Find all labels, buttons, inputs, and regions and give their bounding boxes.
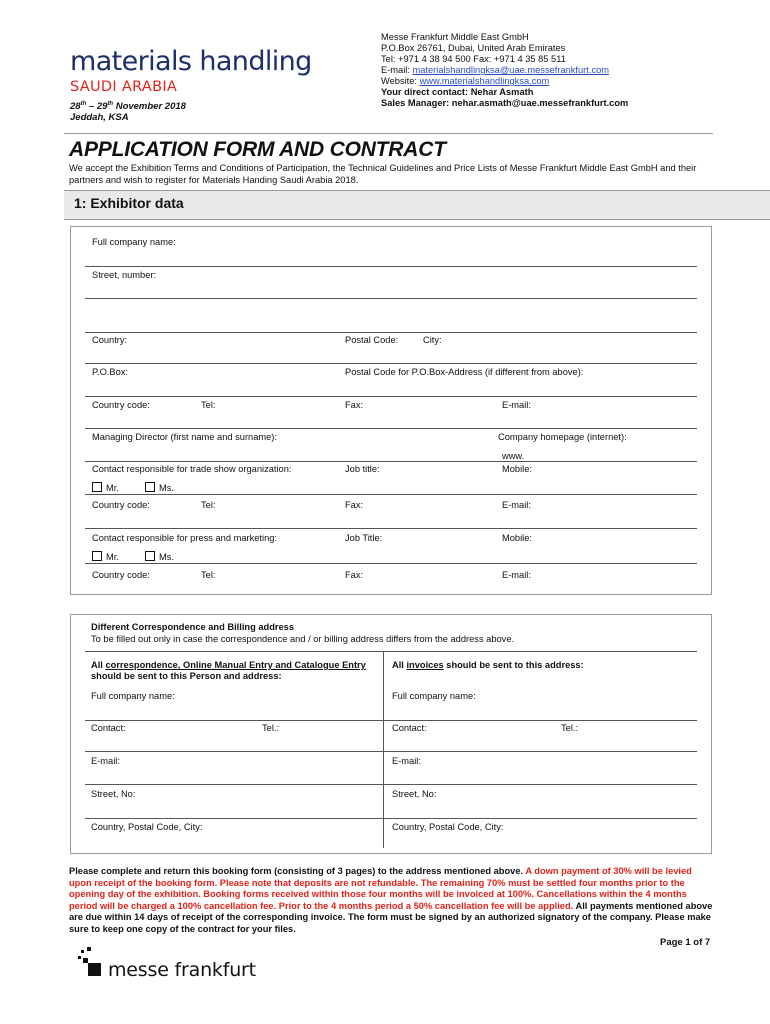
intro-text: We accept the Exhibition Terms and Conditions of Participation, the Technical Guidelines and Price Lists of Messe Frankfurt Middle East GmbH and their partners and wish to register for Materials Handing Saudi Arabia 2018.: [69, 163, 697, 185]
contact-press-label: Contact responsible for press and marketing:: [92, 533, 277, 543]
contact-press-field[interactable]: [85, 563, 697, 564]
date-month-year: November 2018: [113, 101, 186, 113]
full-company-name-label: Full company name:: [92, 237, 176, 247]
ms-label-2: Ms.: [159, 552, 174, 562]
section-title: 1: Exhibitor data: [74, 195, 184, 211]
correspondence-note: To be filled out only in case the correspondence and / or billing address differs from the address above.: [91, 634, 515, 644]
fax-label-2: Fax:: [345, 500, 364, 510]
managing-director-field[interactable]: [85, 461, 697, 462]
date-dash: –: [86, 101, 97, 113]
event-city: Jeddah, KSA: [70, 112, 129, 123]
corr-country-postal-city-label: Country, Postal Code, City:: [91, 822, 203, 832]
page-title: APPLICATION FORM AND CONTRACT: [69, 138, 446, 161]
correspondence-divider: [85, 651, 697, 652]
job-title-label-2: Job Title:: [345, 533, 383, 543]
corr-email-field[interactable]: [85, 784, 697, 785]
corr-email-label: E-mail:: [91, 756, 120, 766]
date-end: 29: [96, 101, 108, 113]
country-code-label-2: Country code:: [92, 500, 150, 510]
company-homepage-label: Company homepage (internet):: [498, 432, 627, 442]
contact-email-row: [381, 65, 628, 76]
corr-street-label: Street, No:: [91, 789, 136, 799]
right-heading-suffix: should be sent to this address:: [443, 660, 584, 670]
mobile-label-2: Mobile:: [502, 533, 532, 543]
contact-company: Messe Frankfurt Middle East GmbH: [381, 32, 529, 42]
contact-pobox: P.O.Box 26761, Dubai, United Arab Emirates: [381, 43, 566, 53]
email-label-3: E-mail:: [502, 570, 531, 580]
corr-tel-label: Tel.:: [262, 723, 280, 733]
contact-block: [381, 32, 628, 109]
billing-email-label: E-mail:: [392, 756, 421, 766]
contact-sales-manager: Sales Manager: nehar.asmath@uae.messefrankfurt.com: [381, 98, 629, 108]
date-start-suffix: th: [80, 101, 87, 107]
fax-label: Fax:: [345, 400, 364, 410]
postal-code-label: Postal Code:: [345, 335, 399, 345]
billing-street-label: Street, No:: [392, 789, 437, 799]
phone-fax-email-field-2[interactable]: [85, 528, 697, 529]
mr-label: Mr.: [106, 483, 119, 493]
contact-website-link[interactable]: www.materialshandlingksa.com: [419, 76, 550, 86]
billing-tel-label: Tel.:: [561, 723, 579, 733]
left-heading-underlined: correspondence, Online Manual Entry and Catalogue Entry: [105, 660, 366, 670]
date-start: 28: [70, 101, 81, 113]
corr-company-name-field[interactable]: [85, 720, 697, 721]
www-prefix: www.: [502, 451, 525, 461]
billing-country-postal-city-label: Country, Postal Code, City:: [392, 822, 504, 832]
salutation-mr-option[interactable]: [92, 482, 119, 493]
pobox-label: P.O.Box:: [92, 367, 129, 377]
correspondence-right-heading: [392, 660, 584, 670]
date-end-suffix: th: [107, 101, 114, 107]
corr-street-field[interactable]: [85, 818, 697, 819]
header-divider: [64, 133, 713, 134]
city-label: City:: [423, 335, 442, 345]
messe-frankfurt-logo-icon: [74, 945, 104, 981]
fax-label-3: Fax:: [345, 570, 364, 580]
contact-email-link[interactable]: materialshandlingksa@uae.messefrankfurt.com: [412, 65, 610, 75]
country-code-label: Country code:: [92, 400, 150, 410]
salutation-ms-option[interactable]: [145, 482, 174, 493]
event-dates: [70, 101, 186, 112]
corr-full-company-name-label: Full company name:: [91, 691, 175, 701]
contact-trade-show-field[interactable]: [85, 494, 697, 495]
correspondence-left-heading-2: should be sent to this Person and address:: [91, 671, 282, 681]
mr-label-2: Mr.: [106, 552, 119, 562]
tel-label-3: Tel:: [201, 570, 216, 580]
street-number-field[interactable]: [85, 298, 697, 299]
salutation-mr-option-2[interactable]: [92, 551, 119, 562]
mr-checkbox-2[interactable]: [92, 551, 102, 561]
mobile-label: Mobile:: [502, 464, 532, 474]
contact-website-label: Website:: [381, 76, 420, 86]
contact-trade-show-label: Contact responsible for trade show organization:: [92, 464, 292, 474]
messe-frankfurt-brand: messe frankfurt: [108, 959, 256, 981]
page-number: Page 1 of 7: [660, 937, 711, 948]
event-logo-title: materials handling: [70, 46, 312, 77]
full-company-name-field[interactable]: [85, 266, 697, 267]
country-label: Country:: [92, 335, 128, 345]
event-logo-subtitle: SAUDI ARABIA: [70, 79, 178, 95]
ms-checkbox[interactable]: [145, 482, 155, 492]
contact-email-label: E-mail:: [381, 65, 413, 75]
billing-contact-label: Contact:: [392, 723, 427, 733]
contact-website-row: [381, 76, 628, 87]
job-title-label: Job title:: [345, 464, 380, 474]
managing-director-label: Managing Director (first name and surname):: [92, 432, 277, 442]
country-code-label-3: Country code:: [92, 570, 150, 580]
correspondence-heading: Different Correspondence and Billing address: [91, 622, 295, 632]
pobox-postal-code-label: Postal Code for P.O.Box-Address (if different from above):: [345, 367, 584, 377]
contact-direct: Your direct contact: Nehar Asmath: [381, 87, 534, 97]
note-payment-terms: A down payment of 30% will be levied upon receipt of the booking form. Please note that deposits are not refundable. The remaining 70% must be settled four months prior to the opening day of the exhibition. Booking forms received within those four months will be invoiced at 100%. Cancellations within the 4 months period will be charged a 100% cancellation fee. Prior to the 4 months period a 50% cancellation fee will be applied.: [69, 866, 692, 911]
contact-phone-fax: Tel: +971 4 38 94 500 Fax: +971 4 35 85 511: [381, 54, 566, 64]
corr-contact-field[interactable]: [85, 751, 697, 752]
correspondence-left-heading: [91, 660, 366, 670]
pobox-field[interactable]: [85, 396, 697, 397]
country-postal-city-field[interactable]: [85, 363, 697, 364]
tel-label-2: Tel:: [201, 500, 216, 510]
ms-label: Ms.: [159, 483, 174, 493]
left-heading-prefix: All: [91, 660, 106, 670]
email-label: E-mail:: [502, 400, 531, 410]
salutation-ms-option-2[interactable]: [145, 551, 174, 562]
phone-fax-email-field[interactable]: [85, 428, 697, 429]
email-label-2: E-mail:: [502, 500, 531, 510]
booking-terms-note: [69, 866, 717, 936]
billing-full-company-name-label: Full company name:: [392, 691, 476, 701]
note-part-1: Please complete and return this booking form (consisting of 3 pages) to the address mentioned above.: [69, 866, 526, 876]
corr-contact-label: Contact:: [91, 723, 126, 733]
note-part-2: All payments mentioned above are due within 14 days of receipt of the corresponding invoice. The form must be signed by an authorized signatory of the company. Please make sure to keep one copy of the contract for your files.: [69, 900, 713, 934]
right-heading-prefix: All: [392, 660, 407, 670]
right-heading-underlined: invoices: [406, 660, 444, 670]
ms-checkbox-2[interactable]: [145, 551, 155, 561]
tel-label: Tel:: [201, 400, 216, 410]
mr-checkbox[interactable]: [92, 482, 102, 492]
street-number-label: Street, number:: [92, 270, 157, 280]
street-number-field-2[interactable]: [85, 332, 697, 333]
